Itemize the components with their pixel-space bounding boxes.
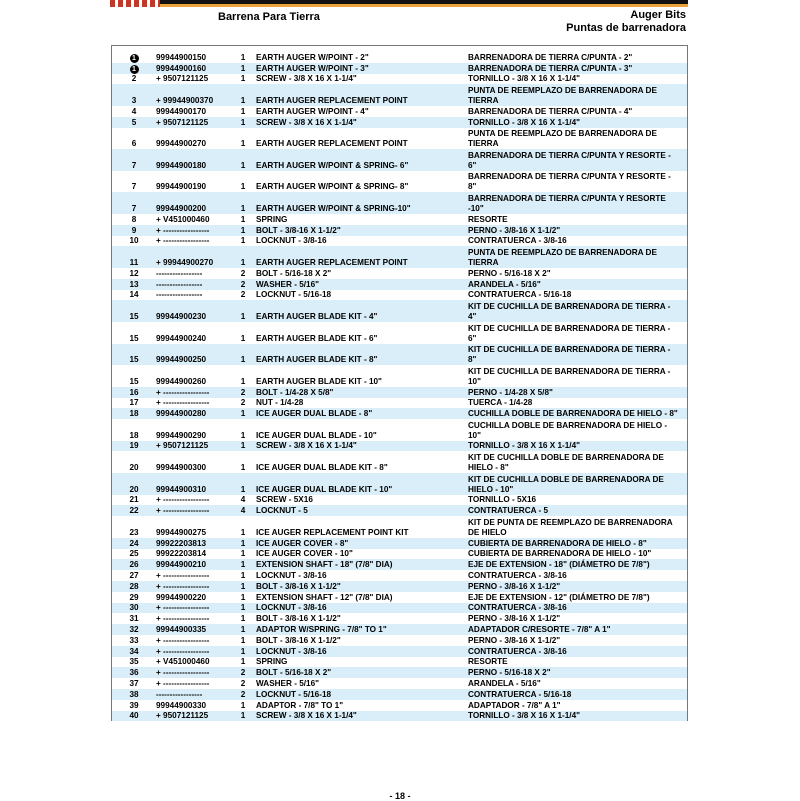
- row-ref-number: 15: [129, 333, 139, 343]
- row-description-english: WASHER - 5/16": [256, 279, 320, 289]
- table-row: [112, 398, 687, 409]
- row-quantity: 1: [240, 214, 246, 224]
- row-description-spanish: RESORTE: [468, 214, 508, 224]
- row-description-english: ICE AUGER DUAL BLADE - 8": [256, 409, 373, 419]
- row-description-english: LOCKNUT - 3/8-16: [256, 571, 327, 581]
- row-part-number: + 9507121125: [156, 441, 209, 451]
- row-ref-number: 21: [129, 495, 139, 505]
- row-quantity: 2: [240, 668, 246, 678]
- row-quantity: 1: [240, 614, 246, 624]
- header-right-titles: [566, 9, 686, 35]
- row-part-number: -----------------: [156, 290, 203, 300]
- table-row: [112, 387, 687, 398]
- row-quantity: 2: [240, 398, 246, 408]
- table-row: [112, 473, 687, 495]
- row-part-number: + -----------------: [156, 614, 210, 624]
- row-ref-number: 7: [131, 160, 137, 170]
- row-quantity: 1: [240, 463, 246, 473]
- row-part-number: 99944900260: [156, 376, 207, 386]
- row-ref-number: 17: [129, 398, 139, 408]
- table-row: [112, 279, 687, 290]
- row-quantity: 1: [240, 333, 246, 343]
- row-description-spanish: PERNO - 5/16-18 X 2": [468, 668, 551, 678]
- table-row: [112, 592, 687, 603]
- row-description-english: LOCKNUT - 3/8-16: [256, 646, 327, 656]
- row-part-number: 99944900200: [156, 203, 207, 213]
- row-description-english: EARTH AUGER BLADE KIT - 4": [256, 311, 378, 321]
- table-row: [112, 678, 687, 689]
- row-description-spanish: PERNO - 3/8-16 X 1-1/2": [468, 614, 561, 624]
- table-row: [112, 171, 687, 193]
- row-description-english: SCREW - 3/8 X 16 X 1-1/4": [256, 711, 357, 721]
- row-part-number: 99944900310: [156, 484, 207, 494]
- row-quantity: 1: [240, 549, 246, 559]
- row-description-spanish: KIT DE CUCHILLA DE BARRENADORA DE TIERRA - 8": [468, 345, 671, 365]
- row-description-english: ADAPTOR - 7/8" TO 1": [256, 700, 344, 710]
- table-row: [112, 624, 687, 635]
- row-ref-number: 11: [129, 257, 139, 267]
- row-description-english: ICE AUGER COVER - 10": [256, 549, 353, 559]
- row-description-spanish: TORNILLO - 3/8 X 16 X 1-1/4": [468, 74, 581, 84]
- row-quantity: 2: [240, 279, 246, 289]
- row-part-number: 99922203813: [156, 538, 207, 548]
- row-ref-number: 36: [129, 668, 139, 678]
- row-part-number: 99944900210: [156, 560, 207, 570]
- row-ref-number: 7: [131, 203, 137, 213]
- table-row: [112, 689, 687, 700]
- row-description-english: LOCKNUT - 3/8-16: [256, 236, 327, 246]
- table-row: [112, 711, 687, 722]
- row-part-number: 99944900290: [156, 430, 207, 440]
- row-ref-number: [112, 64, 156, 74]
- row-description-english: SCREW - 3/8 X 16 X 1-1/4": [256, 117, 357, 127]
- row-part-number: 99944900190: [156, 182, 207, 192]
- header-subtitle-spanish: Puntas de barrenadora: [566, 22, 686, 34]
- row-description-english: EARTH AUGER REPLACEMENT POINT: [256, 95, 408, 105]
- row-quantity: 4: [240, 506, 246, 516]
- row-description-spanish: CONTRATUERCA - 3/8-16: [468, 236, 567, 246]
- row-description-spanish: PERNO - 5/16-18 X 2": [468, 268, 551, 278]
- row-quantity: 1: [240, 571, 246, 581]
- table-row: [112, 613, 687, 624]
- row-description-spanish: BARRENADORA DE TIERRA C/PUNTA - 4": [468, 106, 633, 116]
- table-row: [112, 52, 687, 63]
- row-description-english: SPRING: [256, 214, 288, 224]
- row-description-english: LOCKNUT - 5: [256, 506, 308, 516]
- table-row: [112, 149, 687, 171]
- row-description-spanish: CONTRATUERCA - 5/16-18: [468, 689, 572, 699]
- table-row: [112, 365, 687, 387]
- table-row: [112, 570, 687, 581]
- row-quantity: 1: [240, 441, 246, 451]
- row-ref-number: 24: [129, 538, 139, 548]
- row-description-spanish: EJE DE EXTENSION - 12" (DIÁMETRO DE 7/8"): [468, 592, 650, 602]
- row-quantity: 1: [240, 560, 246, 570]
- row-description-spanish: RESORTE: [468, 657, 508, 667]
- table-row: [112, 603, 687, 614]
- row-ref-number: 6: [131, 139, 137, 149]
- row-description-spanish: ADAPTADOR - 7/8" A 1": [468, 700, 561, 710]
- row-part-number: 99944900180: [156, 160, 207, 170]
- row-quantity: 1: [240, 430, 246, 440]
- row-description-english: NUT - 1/4-28: [256, 398, 304, 408]
- row-part-number: 99922203814: [156, 549, 207, 559]
- row-quantity: 1: [240, 635, 246, 645]
- row-part-number: + -----------------: [156, 225, 210, 235]
- row-description-spanish: BARRENADORA DE TIERRA C/PUNTA - 3": [468, 63, 633, 73]
- table-row: [112, 505, 687, 516]
- row-description-english: SPRING: [256, 657, 288, 667]
- row-ref-number: 7: [131, 182, 137, 192]
- row-ref-number: 18: [129, 430, 139, 440]
- table-row: [112, 581, 687, 592]
- row-description-english: EARTH AUGER W/POINT - 4": [256, 106, 369, 116]
- row-description-spanish: CONTRATUERCA - 3/8-16: [468, 603, 567, 613]
- row-quantity: 1: [240, 236, 246, 246]
- row-quantity: 1: [240, 203, 246, 213]
- row-part-number: -----------------: [156, 268, 203, 278]
- table-row: [112, 538, 687, 549]
- row-part-number: 99944900170: [156, 106, 207, 116]
- row-part-number: + -----------------: [156, 398, 210, 408]
- row-ref-number: 32: [129, 625, 139, 635]
- row-part-number: 99944900335: [156, 625, 207, 635]
- table-row: [112, 700, 687, 711]
- row-part-number: + -----------------: [156, 603, 210, 613]
- table-row: [112, 225, 687, 236]
- row-description-spanish: CONTRATUERCA - 3/8-16: [468, 571, 567, 581]
- row-description-english: BOLT - 5/16-18 X 2": [256, 268, 332, 278]
- header-black-bar: [160, 0, 688, 4]
- row-ref-number: 29: [129, 592, 139, 602]
- row-description-english: LOCKNUT - 3/8-16: [256, 603, 327, 613]
- row-description-english: EARTH AUGER BLADE KIT - 6": [256, 333, 378, 343]
- row-description-english: EARTH AUGER W/POINT & SPRING- 6": [256, 160, 409, 170]
- row-description-spanish: CONTRATUERCA - 5/16-18: [468, 290, 572, 300]
- row-description-english: EARTH AUGER BLADE KIT - 8": [256, 355, 378, 365]
- row-description-spanish: PERNO - 3/8-16 X 1-1/2": [468, 225, 561, 235]
- row-part-number: -----------------: [156, 279, 203, 289]
- table-row: [112, 63, 687, 74]
- row-description-english: ICE AUGER COVER - 8": [256, 538, 349, 548]
- row-part-number: + -----------------: [156, 387, 210, 397]
- row-description-english: BOLT - 1/4-28 X 5/8": [256, 387, 334, 397]
- row-ref-number: 8: [131, 214, 137, 224]
- row-description-spanish: TORNILLO - 3/8 X 16 X 1-1/4": [468, 117, 581, 127]
- row-description-spanish: TORNILLO - 3/8 X 16 X 1-1/4": [468, 441, 581, 451]
- row-quantity: 4: [240, 495, 246, 505]
- row-part-number: + -----------------: [156, 571, 210, 581]
- header-title-english: Auger Bits: [630, 9, 686, 21]
- table-row: [112, 667, 687, 678]
- row-description-english: BOLT - 3/8-16 X 1-1/2": [256, 635, 341, 645]
- row-part-number: + -----------------: [156, 581, 210, 591]
- row-ref-number: 26: [129, 560, 139, 570]
- row-quantity: 2: [240, 268, 246, 278]
- row-description-spanish: EJE DE EXTENSION - 18" (DIÁMETRO DE 7/8"): [468, 560, 650, 570]
- row-quantity: 1: [240, 257, 246, 267]
- row-description-spanish: CONTRATUERCA - 5: [468, 506, 549, 516]
- ref-bullet-icon: 1: [130, 54, 139, 63]
- row-description-spanish: BARRENADORA DE TIERRA C/PUNTA Y RESORTE - 8": [468, 172, 671, 192]
- row-quantity: 1: [240, 592, 246, 602]
- row-ref-number: 31: [129, 614, 139, 624]
- table-row: [112, 657, 687, 668]
- table-row: [112, 516, 687, 538]
- table-row: [112, 635, 687, 646]
- row-ref-number: 22: [129, 506, 139, 516]
- row-ref-number: 19: [129, 441, 139, 451]
- row-ref-number: 33: [129, 635, 139, 645]
- row-quantity: 1: [240, 225, 246, 235]
- row-description-english: BOLT - 3/8-16 X 1-1/2": [256, 614, 341, 624]
- row-ref-number: 25: [129, 549, 139, 559]
- row-part-number: 99944900160: [156, 63, 207, 73]
- row-ref-number: 39: [129, 700, 139, 710]
- row-quantity: 1: [240, 117, 246, 127]
- row-description-english: EARTH AUGER W/POINT & SPRING-10": [256, 203, 411, 213]
- row-part-number: + -----------------: [156, 679, 210, 689]
- row-description-english: ADAPTOR W/SPRING - 7/8" TO 1": [256, 625, 387, 635]
- row-quantity: 2: [240, 679, 246, 689]
- row-quantity: 1: [240, 484, 246, 494]
- row-quantity: 1: [240, 700, 246, 710]
- row-ref-number: 13: [129, 279, 139, 289]
- row-description-spanish: CUBIERTA DE BARRENADORA DE HIELO - 8": [468, 538, 647, 548]
- row-quantity: 1: [240, 95, 246, 105]
- table-row: [112, 106, 687, 117]
- table-row: [112, 117, 687, 128]
- row-ref-number: 14: [129, 290, 139, 300]
- row-description-spanish: PUNTA DE REEMPLAZO DE BARRENADORA DE TIERRA: [468, 85, 657, 105]
- row-quantity: 1: [240, 527, 246, 537]
- table-row: [112, 495, 687, 506]
- row-quantity: 1: [240, 625, 246, 635]
- row-description-english: EARTH AUGER W/POINT & SPRING- 8": [256, 182, 409, 192]
- row-description-english: EARTH AUGER REPLACEMENT POINT: [256, 139, 408, 149]
- row-description-english: LOCKNUT - 5/16-18: [256, 689, 332, 699]
- row-quantity: 1: [240, 646, 246, 656]
- row-part-number: + -----------------: [156, 668, 210, 678]
- row-part-number: 99944900220: [156, 592, 207, 602]
- row-description-english: ICE AUGER REPLACEMENT POINT KIT: [256, 527, 409, 537]
- row-ref-number: 27: [129, 571, 139, 581]
- row-quantity: 1: [240, 355, 246, 365]
- row-ref-number: 10: [129, 236, 139, 246]
- row-ref-number: 15: [129, 311, 139, 321]
- table-row: [112, 290, 687, 301]
- row-description-spanish: BARRENADORA DE TIERRA C/PUNTA Y RESORTE -10": [468, 193, 666, 213]
- table-row: [112, 408, 687, 419]
- row-ref-number: 35: [129, 657, 139, 667]
- row-description-english: ICE AUGER DUAL BLADE KIT - 8": [256, 463, 388, 473]
- row-ref-number: 3: [131, 95, 137, 105]
- row-quantity: 1: [240, 139, 246, 149]
- row-description-spanish: KIT DE CUCHILLA DOBLE DE BARRENADORA DE HIELO - 8": [468, 453, 664, 473]
- row-description-spanish: KIT DE CUCHILLA DE BARRENADORA DE TIERRA - 6": [468, 323, 671, 343]
- row-part-number: + 99944900370: [156, 95, 214, 105]
- row-ref-number: 20: [129, 484, 139, 494]
- row-part-number: -----------------: [156, 689, 203, 699]
- row-quantity: 1: [240, 409, 246, 419]
- row-quantity: 2: [240, 387, 246, 397]
- table-row: [112, 646, 687, 657]
- row-quantity: 1: [240, 657, 246, 667]
- table-row: [112, 419, 687, 441]
- row-description-english: EARTH AUGER REPLACEMENT POINT: [256, 257, 408, 267]
- row-ref-number: 18: [129, 409, 139, 419]
- row-description-english: EARTH AUGER W/POINT - 2": [256, 52, 369, 62]
- row-description-english: EXTENSION SHAFT - 12" (7/8" DIA): [256, 592, 393, 602]
- row-quantity: 1: [240, 711, 246, 721]
- row-part-number: 99944900280: [156, 409, 207, 419]
- row-ref-number: 28: [129, 581, 139, 591]
- row-ref-number: [112, 53, 156, 63]
- row-description-english: WASHER - 5/16": [256, 679, 320, 689]
- row-quantity: 1: [240, 538, 246, 548]
- row-description-english: EARTH AUGER W/POINT - 3": [256, 63, 369, 73]
- row-description-english: SCREW - 3/8 X 16 X 1-1/4": [256, 441, 357, 451]
- row-ref-number: 20: [129, 463, 139, 473]
- row-part-number: + -----------------: [156, 236, 210, 246]
- row-quantity: 1: [240, 160, 246, 170]
- ref-bullet-icon: 1: [130, 65, 139, 74]
- row-quantity: 2: [240, 689, 246, 699]
- row-description-english: ICE AUGER DUAL BLADE - 10": [256, 430, 377, 440]
- row-part-number: 99944900275: [156, 527, 207, 537]
- table-row: [112, 441, 687, 452]
- row-part-number: 99944900330: [156, 700, 207, 710]
- row-ref-number: 9: [131, 225, 137, 235]
- table-row: [112, 236, 687, 247]
- row-description-spanish: TORNILLO - 5X16: [468, 495, 537, 505]
- row-quantity: 1: [240, 182, 246, 192]
- brand-logo-strip: [110, 0, 160, 7]
- row-ref-number: 37: [129, 679, 139, 689]
- row-description-spanish: PERNO - 3/8-16 X 1-1/2": [468, 581, 561, 591]
- row-description-spanish: KIT DE CUCHILLA DE BARRENADORA DE TIERRA - 4": [468, 301, 671, 321]
- row-description-english: SCREW - 5X16: [256, 495, 313, 505]
- row-part-number: + 9507121125: [156, 74, 209, 84]
- row-description-spanish: PERNO - 3/8-16 X 1-1/2": [468, 635, 561, 645]
- row-ref-number: 5: [131, 117, 137, 127]
- row-quantity: 1: [240, 603, 246, 613]
- table-row: [112, 322, 687, 344]
- row-part-number: 99944900250: [156, 355, 207, 365]
- row-quantity: 1: [240, 106, 246, 116]
- row-description-spanish: TUERCA - 1/4-28: [468, 398, 533, 408]
- row-ref-number: 34: [129, 646, 139, 656]
- row-part-number: + V451000460: [156, 657, 210, 667]
- row-description-spanish: BARRENADORA DE TIERRA C/PUNTA Y RESORTE - 6": [468, 150, 671, 170]
- row-part-number: + -----------------: [156, 646, 210, 656]
- row-part-number: 99944900270: [156, 139, 207, 149]
- row-quantity: 1: [240, 581, 246, 591]
- row-description-english: EARTH AUGER BLADE KIT - 10": [256, 376, 382, 386]
- table-row: [112, 344, 687, 366]
- row-description-spanish: ARANDELA - 5/16": [468, 279, 541, 289]
- row-ref-number: 30: [129, 603, 139, 613]
- row-description-english: EXTENSION SHAFT - 18" (7/8" DIA): [256, 560, 393, 570]
- row-description-spanish: KIT DE CUCHILLA DOBLE DE BARRENADORA DE HIELO - 10": [468, 474, 664, 494]
- row-description-english: BOLT - 3/8-16 X 1-1/2": [256, 581, 341, 591]
- row-description-spanish: CONTRATUERCA - 3/8-16: [468, 646, 567, 656]
- row-description-english: ICE AUGER DUAL BLADE KIT - 10": [256, 484, 393, 494]
- row-description-spanish: PERNO - 1/4-28 X 5/8": [468, 387, 553, 397]
- row-ref-number: 12: [129, 268, 139, 278]
- row-description-english: BOLT - 3/8-16 X 1-1/2": [256, 225, 341, 235]
- row-description-spanish: ARANDELA - 5/16": [468, 679, 541, 689]
- row-part-number: 99944900240: [156, 333, 207, 343]
- row-description-english: SCREW - 3/8 X 16 X 1-1/4": [256, 74, 357, 84]
- row-quantity: 1: [240, 63, 246, 73]
- row-description-spanish: TORNILLO - 3/8 X 16 X 1-1/4": [468, 711, 581, 721]
- row-quantity: 1: [240, 311, 246, 321]
- row-part-number: + -----------------: [156, 635, 210, 645]
- row-description-spanish: PUNTA DE REEMPLAZO DE BARRENADORA DE TIERRA: [468, 247, 657, 267]
- table-row: [112, 451, 687, 473]
- row-part-number: 99944900230: [156, 311, 207, 321]
- table-row: [112, 84, 687, 106]
- row-part-number: + -----------------: [156, 495, 210, 505]
- table-row: [112, 214, 687, 225]
- row-description-spanish: CUCHILLA DOBLE DE BARRENADORA DE HIELO - 8": [468, 409, 678, 419]
- table-row: [112, 549, 687, 560]
- table-row: [112, 268, 687, 279]
- row-description-spanish: KIT DE PUNTA DE REEMPLAZO DE BARRENADORA DE HIELO: [468, 517, 673, 537]
- page-number: - 18 -: [389, 791, 411, 801]
- row-description-spanish: PUNTA DE REEMPLAZO DE BARRENADORA DE TIERRA: [468, 129, 657, 149]
- parts-table: [112, 52, 687, 721]
- row-ref-number: 23: [129, 527, 139, 537]
- table-row: [112, 192, 687, 214]
- row-part-number: + -----------------: [156, 506, 210, 516]
- row-description-spanish: CUBIERTA DE BARRENADORA DE HIELO - 10": [468, 549, 652, 559]
- row-description-english: BOLT - 5/16-18 X 2": [256, 668, 332, 678]
- table-row: [112, 559, 687, 570]
- row-ref-number: 16: [129, 387, 139, 397]
- row-description-spanish: BARRENADORA DE TIERRA C/PUNTA - 2": [468, 52, 633, 62]
- row-description-spanish: CUCHILLA DOBLE DE BARRENADORA DE HIELO - 10": [468, 420, 668, 440]
- row-ref-number: 40: [129, 711, 139, 721]
- row-part-number: + 9507121125: [156, 117, 209, 127]
- row-ref-number: 38: [129, 689, 139, 699]
- table-row: [112, 128, 687, 150]
- row-part-number: + 99944900270: [156, 257, 214, 267]
- table-row: [112, 300, 687, 322]
- row-quantity: 1: [240, 74, 246, 84]
- row-ref-number: 2: [131, 74, 137, 84]
- header-title-spanish: Barrena Para Tierra: [218, 11, 320, 23]
- row-part-number: 99944900300: [156, 463, 207, 473]
- row-description-spanish: KIT DE CUCHILLA DE BARRENADORA DE TIERRA - 10": [468, 366, 671, 386]
- row-quantity: 2: [240, 290, 246, 300]
- row-description-english: LOCKNUT - 5/16-18: [256, 290, 332, 300]
- table-row: [112, 246, 687, 268]
- row-quantity: 1: [240, 376, 246, 386]
- table-row: [112, 74, 687, 85]
- row-quantity: 1: [240, 52, 246, 62]
- row-part-number: 99944900150: [156, 52, 207, 62]
- row-part-number: + 9507121125: [156, 711, 209, 721]
- row-description-spanish: ADAPTADOR C/RESORTE - 7/8" A 1": [468, 625, 611, 635]
- row-ref-number: 15: [129, 376, 139, 386]
- row-ref-number: 15: [129, 355, 139, 365]
- row-part-number: + V451000460: [156, 214, 210, 224]
- row-ref-number: 4: [131, 106, 137, 116]
